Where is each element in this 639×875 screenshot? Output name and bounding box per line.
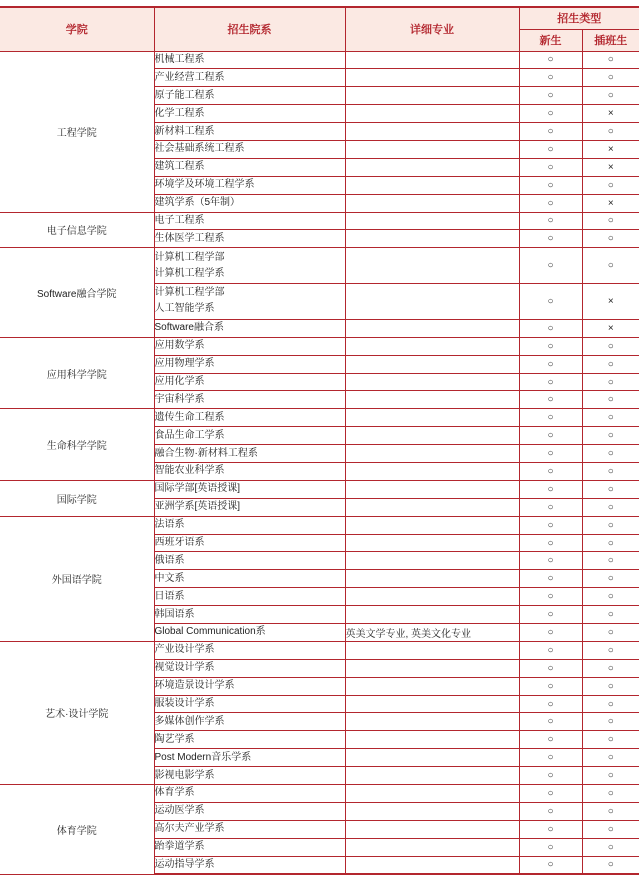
- new-student-mark: ○: [519, 588, 582, 606]
- transfer-student-mark: ○: [582, 123, 639, 141]
- new-student-mark: ○: [519, 731, 582, 749]
- department-name-line: 运动医学系: [154, 805, 205, 817]
- table-row: [0, 409, 639, 427]
- department-name: [154, 194, 345, 212]
- new-student-mark: ○: [519, 534, 582, 552]
- table-row: [0, 337, 639, 355]
- department-name: [154, 820, 345, 838]
- new-student-mark: ○: [519, 337, 582, 355]
- new-student-mark: ○: [519, 158, 582, 176]
- detail-major: [345, 158, 519, 176]
- new-student-mark: ○: [519, 641, 582, 659]
- transfer-student-mark: ○: [582, 51, 639, 69]
- transfer-student-mark: ○: [582, 588, 639, 606]
- new-student-mark: ○: [519, 51, 582, 69]
- new-student-mark: ○: [519, 606, 582, 624]
- new-student-mark: ○: [519, 355, 582, 373]
- department-name: [154, 123, 345, 141]
- transfer-student-mark: ○: [582, 480, 639, 498]
- detail-major: [345, 856, 519, 874]
- department-name: [154, 838, 345, 856]
- department-name-line: 体育学系: [154, 787, 195, 799]
- department-name-line: 生体医学工程系: [154, 232, 225, 244]
- transfer-student-mark: ○: [582, 87, 639, 105]
- department-name: [154, 856, 345, 874]
- detail-major: [345, 552, 519, 570]
- new-student-mark: ○: [519, 785, 582, 803]
- department-name-line: 陶艺学系: [154, 733, 195, 745]
- new-student-mark: ○: [519, 248, 582, 284]
- detail-major: [345, 87, 519, 105]
- detail-major: [345, 767, 519, 785]
- transfer-student-mark: ○: [582, 695, 639, 713]
- department-name-line: 影视电影学系: [154, 769, 215, 781]
- detail-major: [345, 749, 519, 767]
- new-student-mark: ○: [519, 391, 582, 409]
- transfer-student-mark: ○: [582, 767, 639, 785]
- department-name: [154, 534, 345, 552]
- detail-major: [345, 785, 519, 803]
- department-name: [154, 695, 345, 713]
- department-name-line: 环境造景设计学系: [154, 680, 235, 692]
- new-student-mark: ○: [519, 516, 582, 534]
- transfer-student-mark: ○: [582, 373, 639, 391]
- transfer-student-mark: ×: [582, 158, 639, 176]
- department-name: [154, 427, 345, 445]
- detail-major: [345, 248, 519, 284]
- department-name-line: 社会基础系统工程系: [154, 143, 245, 155]
- department-name-line: 服装设计学系: [154, 698, 215, 710]
- transfer-student-mark: ○: [582, 731, 639, 749]
- table-row: [0, 480, 639, 498]
- new-student-mark: ○: [519, 570, 582, 588]
- detail-major: [345, 284, 519, 320]
- detail-major: [345, 677, 519, 695]
- department-name: [154, 319, 345, 337]
- detail-major: [345, 123, 519, 141]
- new-student-mark: ○: [519, 427, 582, 445]
- department-name-line: 韩国语系: [154, 608, 195, 620]
- department-name: [154, 713, 345, 731]
- department-name-line: 人工智能学系: [154, 303, 215, 315]
- department-name: [154, 87, 345, 105]
- transfer-student-mark: ×: [582, 140, 639, 158]
- header-new-student: 新生: [519, 29, 582, 51]
- department-name: [154, 284, 345, 320]
- department-name-line: 多媒体创作学系: [154, 715, 225, 727]
- transfer-student-mark: ○: [582, 445, 639, 463]
- header-transfer-student: 插班生: [582, 29, 639, 51]
- department-name: [154, 659, 345, 677]
- new-student-mark: ○: [519, 767, 582, 785]
- detail-major: [345, 838, 519, 856]
- department-name: [154, 140, 345, 158]
- transfer-student-mark: ○: [582, 838, 639, 856]
- transfer-student-mark: ○: [582, 659, 639, 677]
- detail-major: [345, 463, 519, 481]
- transfer-student-mark: ○: [582, 713, 639, 731]
- department-name-line: 俄语系: [154, 554, 185, 566]
- table-row: [0, 248, 639, 284]
- table-header: [0, 7, 639, 51]
- new-student-mark: ○: [519, 802, 582, 820]
- college-name: 体育学院: [0, 785, 154, 874]
- new-student-mark: ○: [519, 69, 582, 87]
- detail-major: [345, 427, 519, 445]
- transfer-student-mark: ○: [582, 856, 639, 874]
- college-name: 应用科学学院: [0, 337, 154, 409]
- transfer-student-mark: ○: [582, 69, 639, 87]
- department-name: [154, 552, 345, 570]
- detail-major: [345, 51, 519, 69]
- new-student-mark: ○: [519, 659, 582, 677]
- department-name: [154, 158, 345, 176]
- transfer-student-mark: ○: [582, 802, 639, 820]
- college-name: 生命科学学院: [0, 409, 154, 481]
- department-name-line: Global Communication系: [154, 626, 266, 638]
- new-student-mark: ○: [519, 140, 582, 158]
- detail-major: [345, 445, 519, 463]
- department-name: [154, 606, 345, 624]
- department-name: [154, 641, 345, 659]
- new-student-mark: ○: [519, 194, 582, 212]
- detail-major: [345, 355, 519, 373]
- department-name: [154, 588, 345, 606]
- department-name-line: 日语系: [154, 590, 185, 602]
- department-name: [154, 749, 345, 767]
- department-name-line: 产业经营工程系: [154, 71, 225, 83]
- detail-major: [345, 534, 519, 552]
- department-name: [154, 570, 345, 588]
- department-name: [154, 212, 345, 230]
- transfer-student-mark: ○: [582, 248, 639, 284]
- transfer-student-mark: ○: [582, 552, 639, 570]
- detail-major: [345, 802, 519, 820]
- transfer-student-mark: ×: [582, 194, 639, 212]
- new-student-mark: ○: [519, 123, 582, 141]
- table-row: [0, 516, 639, 534]
- transfer-student-mark: ○: [582, 212, 639, 230]
- department-name-line: 机械工程系: [154, 53, 205, 65]
- department-name: [154, 230, 345, 248]
- transfer-student-mark: ○: [582, 570, 639, 588]
- department-name-line: 融合生物·新材料工程系: [154, 447, 258, 459]
- college-name: 电子信息学院: [0, 212, 154, 248]
- department-name: [154, 391, 345, 409]
- college-name: 国际学院: [0, 480, 154, 516]
- new-student-mark: ○: [519, 230, 582, 248]
- college-name: 工程学院: [0, 51, 154, 212]
- transfer-student-mark: ○: [582, 749, 639, 767]
- department-name-line: 智能农业科学系: [154, 465, 225, 477]
- transfer-student-mark: ×: [582, 319, 639, 337]
- new-student-mark: ○: [519, 373, 582, 391]
- college-name: 艺术·设计学院: [0, 641, 154, 784]
- transfer-student-mark: ×: [582, 284, 639, 320]
- department-name: [154, 624, 345, 642]
- transfer-student-mark: ○: [582, 498, 639, 516]
- detail-major: [345, 212, 519, 230]
- table-body: [0, 51, 639, 874]
- department-name: [154, 176, 345, 194]
- transfer-student-mark: ○: [582, 785, 639, 803]
- transfer-student-mark: ○: [582, 337, 639, 355]
- table-row: [0, 641, 639, 659]
- transfer-student-mark: ○: [582, 677, 639, 695]
- transfer-student-mark: ○: [582, 463, 639, 481]
- department-name-line: 高尔夫产业学系: [154, 823, 225, 835]
- detail-major: [345, 194, 519, 212]
- detail-major: [345, 176, 519, 194]
- department-name: [154, 337, 345, 355]
- detail-major: [345, 606, 519, 624]
- department-name: [154, 802, 345, 820]
- department-name-line: 跆拳道学系: [154, 841, 205, 853]
- department-name-line: 建筑工程系: [154, 161, 205, 173]
- detail-major: [345, 391, 519, 409]
- department-name: [154, 373, 345, 391]
- new-student-mark: ○: [519, 212, 582, 230]
- department-name: [154, 105, 345, 123]
- new-student-mark: ○: [519, 713, 582, 731]
- detail-major: [345, 373, 519, 391]
- department-name-line: 建筑学系（5年制）: [154, 197, 241, 209]
- department-name: [154, 480, 345, 498]
- header-college: 学院: [0, 7, 154, 51]
- department-name-line: 产业设计学系: [154, 644, 215, 656]
- transfer-student-mark: ○: [582, 355, 639, 373]
- detail-major: [345, 570, 519, 588]
- new-student-mark: ○: [519, 176, 582, 194]
- department-name-line: 国际学部[英语授课]: [154, 483, 241, 495]
- department-name-line: 新材料工程系: [154, 125, 215, 137]
- department-name-line: 环境学及环境工程学系: [154, 179, 255, 191]
- detail-major: [345, 498, 519, 516]
- transfer-student-mark: ○: [582, 230, 639, 248]
- department-name: [154, 248, 345, 284]
- department-name-line: 法语系: [154, 519, 185, 531]
- detail-major: [345, 516, 519, 534]
- transfer-student-mark: ○: [582, 409, 639, 427]
- department-name-line: 中文系: [154, 572, 185, 584]
- new-student-mark: ○: [519, 498, 582, 516]
- department-name-line: 电子工程系: [154, 214, 205, 226]
- department-name-line: 西班牙语系: [154, 537, 205, 549]
- department-name-line: 运动指导学系: [154, 858, 215, 870]
- department-name: [154, 51, 345, 69]
- transfer-student-mark: ○: [582, 820, 639, 838]
- detail-major: [345, 337, 519, 355]
- header-department: 招生院系: [154, 7, 345, 51]
- transfer-student-mark: ○: [582, 391, 639, 409]
- detail-major: [345, 731, 519, 749]
- department-name-line: 应用数学系: [154, 340, 205, 352]
- department-name-line: 应用化学系: [154, 376, 205, 387]
- department-name-line: Post Modern音乐学系: [154, 751, 252, 763]
- department-name-line: 亚洲学系[英语授课]: [154, 501, 241, 513]
- transfer-student-mark: ○: [582, 516, 639, 534]
- department-name: [154, 516, 345, 534]
- college-name: Software融合学院: [0, 248, 154, 337]
- table-row: [0, 51, 639, 69]
- department-name: [154, 445, 345, 463]
- new-student-mark: ○: [519, 319, 582, 337]
- new-student-mark: ○: [519, 409, 582, 427]
- department-name: [154, 409, 345, 427]
- new-student-mark: ○: [519, 87, 582, 105]
- detail-major: [345, 140, 519, 158]
- new-student-mark: ○: [519, 624, 582, 642]
- transfer-student-mark: ○: [582, 641, 639, 659]
- detail-major: [345, 820, 519, 838]
- department-name-line: 化学工程系: [154, 107, 205, 119]
- department-name: [154, 767, 345, 785]
- department-name-line: Software融合系: [154, 322, 224, 334]
- detail-major: [345, 659, 519, 677]
- department-name: [154, 463, 345, 481]
- new-student-mark: ○: [519, 480, 582, 498]
- department-name-line: 计算机工程学部: [154, 287, 225, 299]
- detail-major: [345, 409, 519, 427]
- department-name-line: 计算机工程学系: [154, 267, 225, 279]
- transfer-student-mark: ○: [582, 427, 639, 445]
- department-name: [154, 785, 345, 803]
- header-admission-type: 招生类型: [519, 7, 639, 29]
- detail-major: [345, 713, 519, 731]
- department-name: [154, 731, 345, 749]
- detail-major: [345, 695, 519, 713]
- table-row: [0, 212, 639, 230]
- table-row: [0, 785, 639, 803]
- department-name-line: 宇宙科学系: [154, 393, 205, 405]
- transfer-student-mark: ○: [582, 534, 639, 552]
- admissions-table: [0, 6, 639, 875]
- header-detail: 详细专业: [345, 7, 519, 51]
- department-name: [154, 355, 345, 373]
- department-name-line: 应用物理学系: [154, 358, 215, 370]
- department-name: [154, 677, 345, 695]
- transfer-student-mark: ○: [582, 176, 639, 194]
- department-name: [154, 69, 345, 87]
- new-student-mark: ○: [519, 749, 582, 767]
- new-student-mark: ○: [519, 463, 582, 481]
- department-name-line: 遗传生命工程系: [154, 411, 225, 423]
- new-student-mark: ○: [519, 552, 582, 570]
- detail-major: [345, 230, 519, 248]
- department-name-line: 视觉设计学系: [154, 662, 215, 674]
- detail-major: [345, 480, 519, 498]
- department-name-line: 计算机工程学部: [154, 251, 225, 263]
- new-student-mark: ○: [519, 820, 582, 838]
- transfer-student-mark: ○: [582, 624, 639, 642]
- new-student-mark: ○: [519, 445, 582, 463]
- new-student-mark: ○: [519, 677, 582, 695]
- detail-major: [345, 588, 519, 606]
- college-name: 外国语学院: [0, 516, 154, 641]
- detail-major: [345, 69, 519, 87]
- department-name: [154, 498, 345, 516]
- new-student-mark: ○: [519, 856, 582, 874]
- detail-major: [345, 641, 519, 659]
- new-student-mark: ○: [519, 695, 582, 713]
- department-name-line: 食品生命工学系: [154, 429, 225, 441]
- new-student-mark: ○: [519, 105, 582, 123]
- detail-major: 英美文学专业, 英美文化专业: [345, 624, 519, 642]
- new-student-mark: ○: [519, 838, 582, 856]
- department-name-line: 原子能工程系: [154, 89, 215, 101]
- new-student-mark: ○: [519, 284, 582, 320]
- transfer-student-mark: ×: [582, 105, 639, 123]
- detail-major: [345, 319, 519, 337]
- transfer-student-mark: ○: [582, 606, 639, 624]
- detail-major: [345, 105, 519, 123]
